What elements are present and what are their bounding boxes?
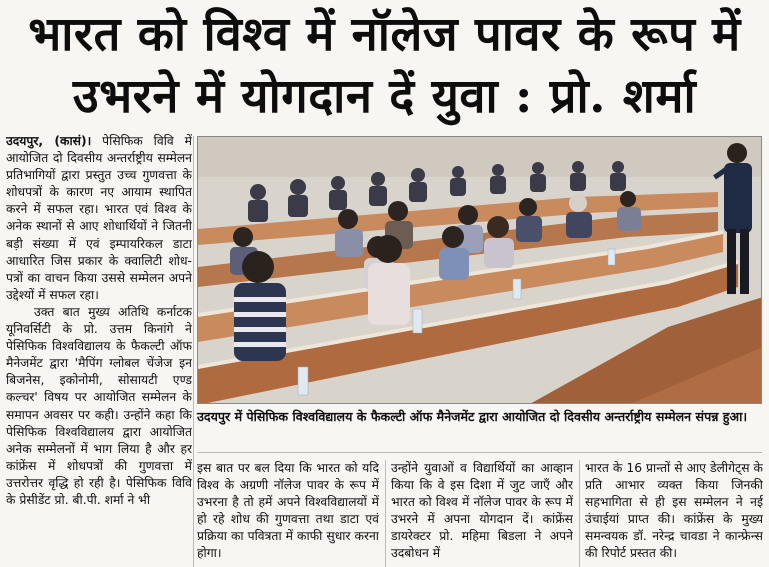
article-column-1	[6, 133, 192, 567]
article-column-3: उन्होंने युवाओं व विद्यार्थियों का आव्हान किया कि वे इस दिशा में जुट जाएँ और भारत को विश्व में नॉलेज पावर के रूप में उभरने में अपना योगदान दें। कांफ्रेंस डायरेक्टर प्रो. महिमा बिडला ने अपने उदबोधन में	[391, 461, 573, 561]
conference-hall-illustration	[198, 137, 762, 404]
caption-divider	[197, 452, 762, 453]
paragraph-2: उक्त बात मुख्य अतिथि कर्नाटक यूनिवर्सिटी के प्रो. उत्तम किनांगे ने पेसिफिक विश्वविद्यालय के फैकल्टी ऑफ मैनेजमेंट द्वारा 'मैपिंग ग्लोबल चेंजेज इन बिजनेस, इकोनोमी, सोसायटी एण्ड कल्चर' विषय पर आयोजित सम्मेलन के समापन अवसर पर कही। उन्होंने कहा कि पेसिफिक विश्वविद्यालय द्वारा आयोजित अनेक सम्मेलनों में भाग लिया है और हर कांफ्रेंस में शोधपत्रों की गुणवत्ता में उत्तरोत्तर वृद्धि हो रही है। पेसिफिक विवि के प्रेसीडेंट प्रो. बी.पी. शर्मा ने भी	[6, 304, 192, 507]
column-divider	[385, 460, 386, 567]
column-divider	[579, 460, 580, 567]
article-column-2: इस बात पर बल दिया कि भारत को यदि विश्व के अग्रणी नॉलेज पावर के रूप में उभरना है तो हमें अपने विश्वविद्यालयों में हो रहे शोध की गुणवत्ता तथा डाटा एवं प्रक्रिया का पवित्रता में काफी सुधार करना होगा।	[197, 461, 379, 561]
article-column-4: भारत के 16 प्रान्तों से आए डेलीगेट्स के प्रति आभार व्यक्त किया जिनकी सहभागिता से ही इस सम्मेलन ने नई उंचाईयां प्राप्त की। कांफ्रेंस के मुख्य समन्वयक डॉ. नरेन्द्र चावडा ने कान्फ्रेन्स की रिपोर्ट प्रस्तत की।	[585, 461, 763, 561]
headline-line-1: भारत को विश्व में नॉलेज पावर के रूप में	[28, 7, 741, 62]
paragraph-1: पेसिफिक विवि में आयोजित दो दिवसीय अन्तर्राष्ट्रीय सम्मेलन प्रतिभागियों द्वारा प्रस्तुत उच्च गुणवत्ता के शोधपत्रों के कारण नए आयाम स्थापित करने में सफल रहा। भारत एवं विश्व के अनेक स्थानों से आए शोधार्थियों ने जितनी बड़ी संख्या में एवं इम्पायरिकल डाटा आधारित जिस प्रकार के क्वालिटी शोध-पत्रों का वाचन किया उससे सम्मेलन अपने उद्देश्यों में सफल रहा।	[6, 134, 192, 302]
photo-caption: उदयपुर में पेसिफिक विश्वविद्यालय के फैकल्टी ऑफ मैनेजमेंट द्वारा आयोजित दो दिवसीय अन्तर्राष्ट्रीय सम्मेलन संपन्न हुआ।	[197, 409, 748, 424]
headline	[0, 0, 769, 127]
headline-line-2: उभरने में योगदान दें युवा : प्रो. शर्मा	[72, 69, 697, 124]
dateline: उदयपुर, (कासं)।	[6, 134, 92, 148]
news-photo	[197, 136, 762, 404]
column-divider	[193, 136, 194, 567]
